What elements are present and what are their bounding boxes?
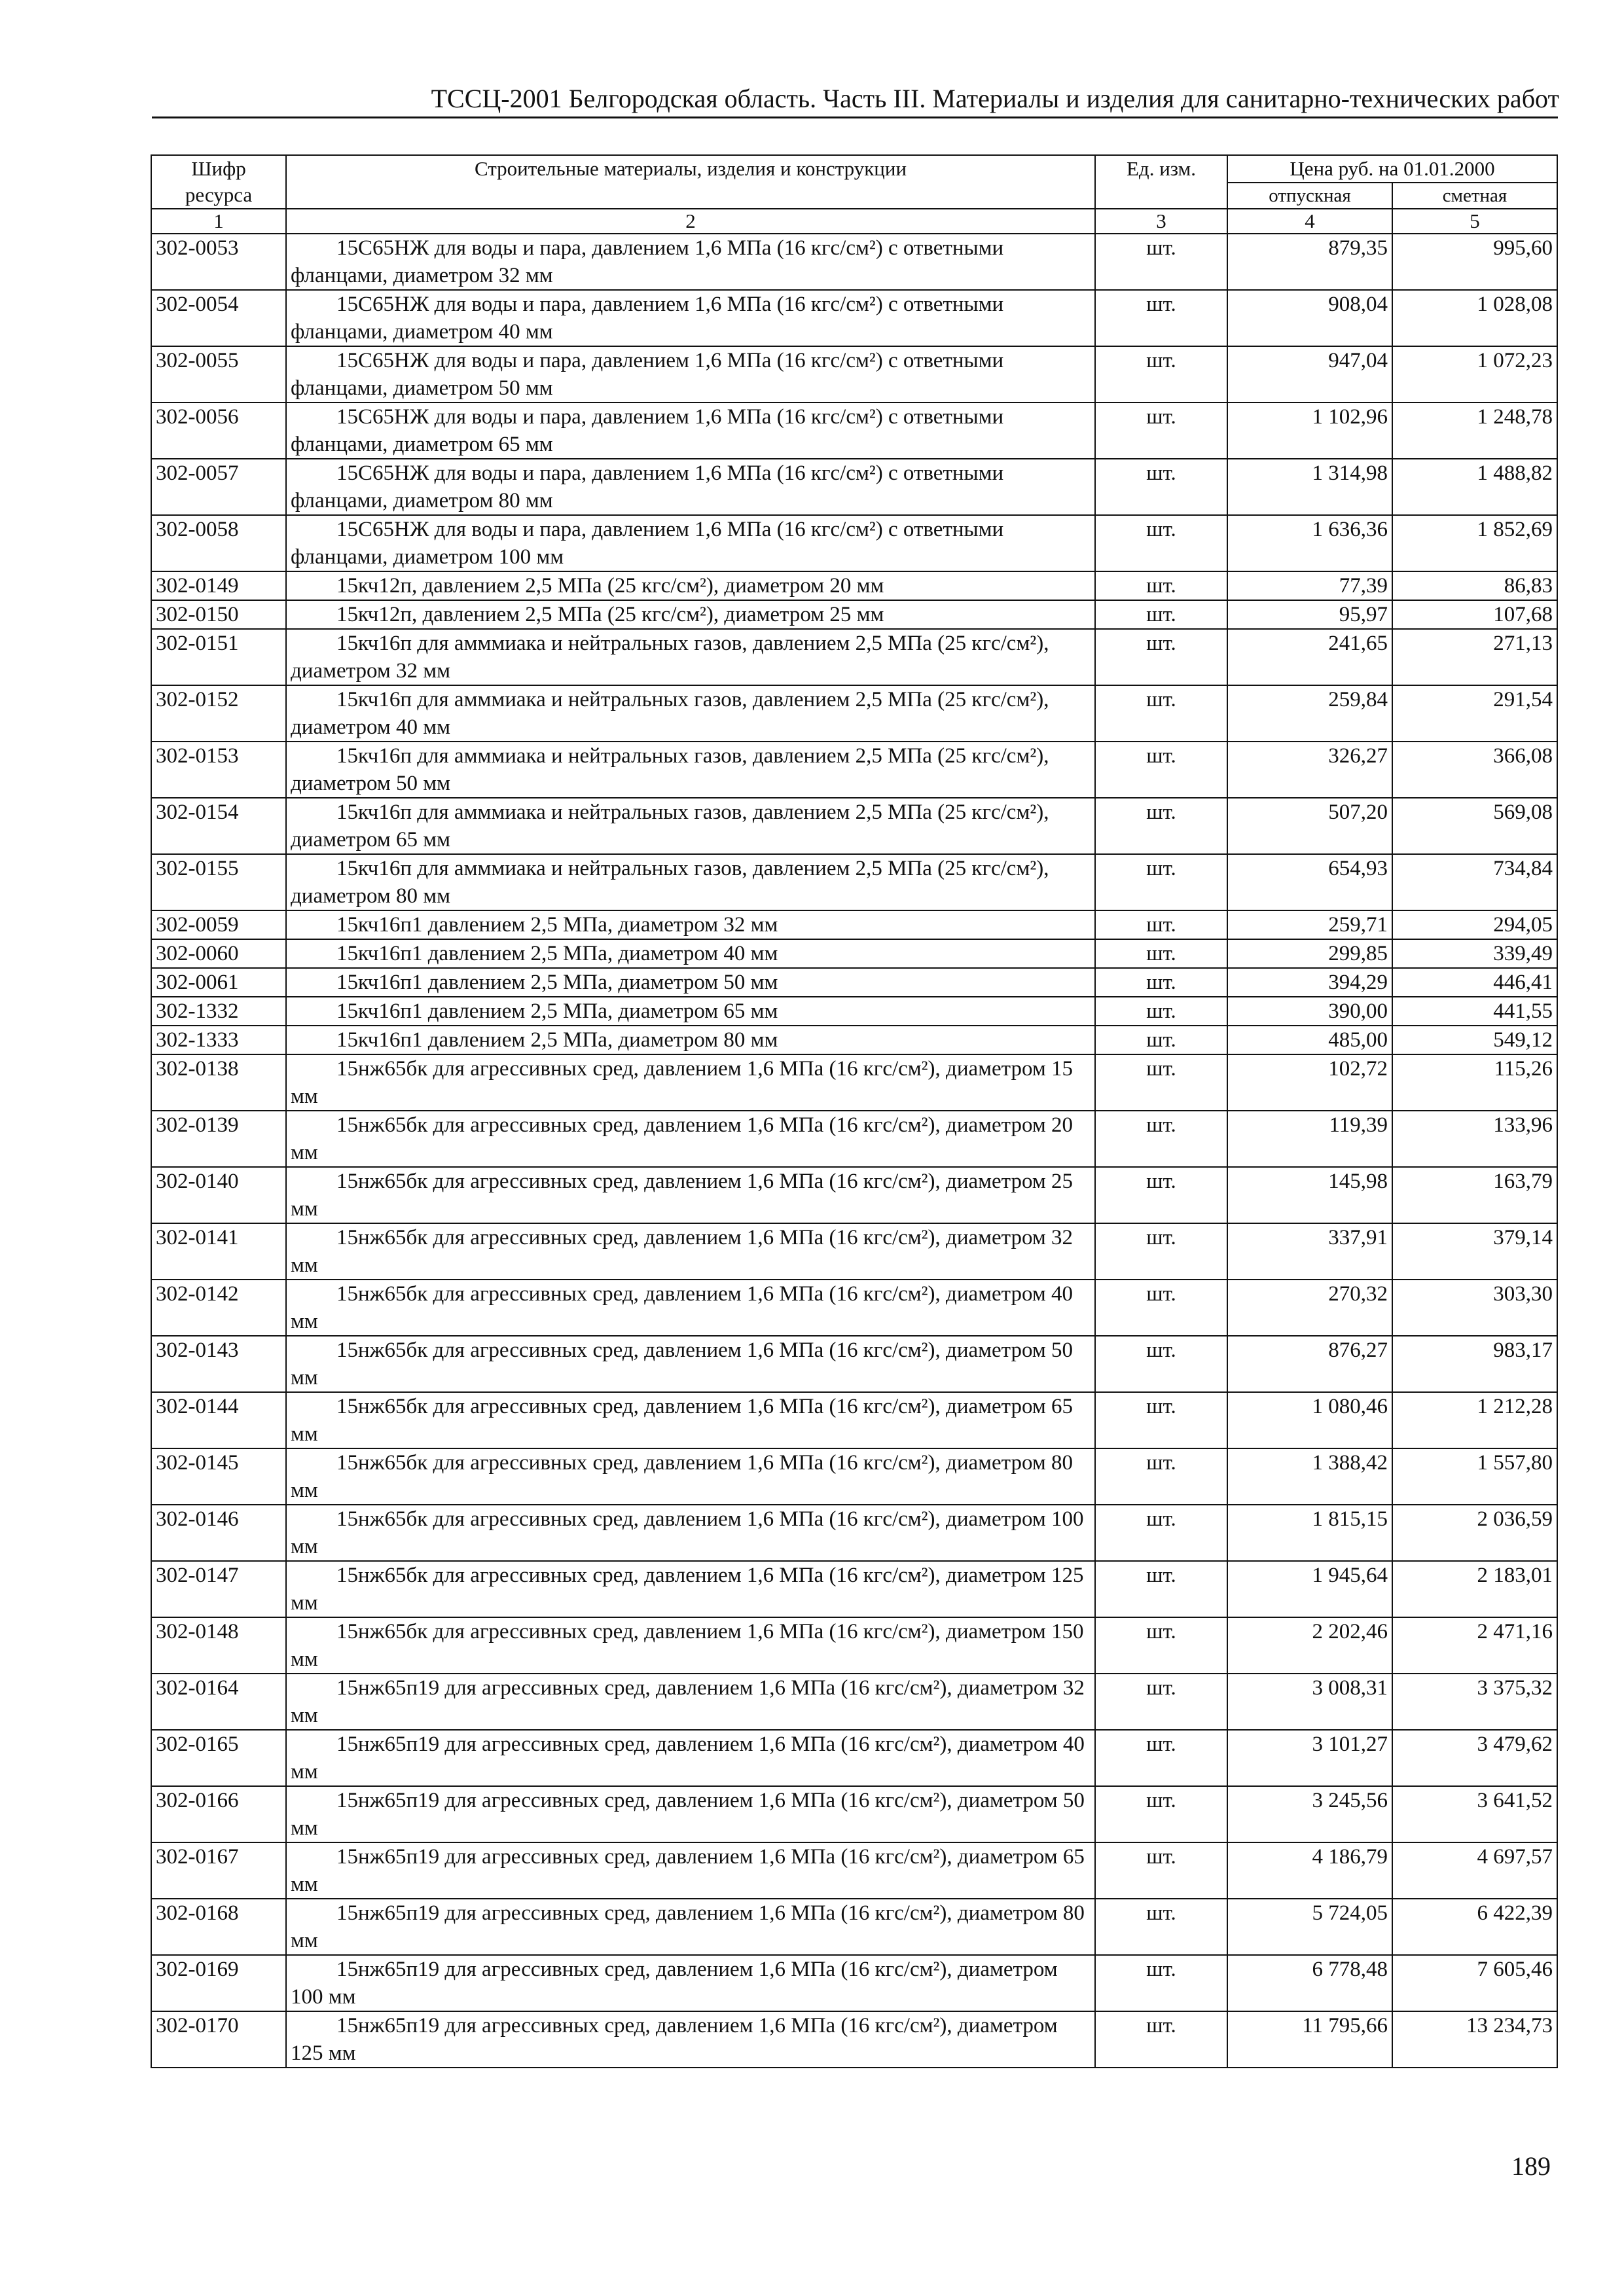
column-header-unit: Ед. изм. [1095,155,1227,209]
unit-cell: шт. [1095,1674,1227,1730]
release-price: 947,04 [1227,346,1392,403]
table-row [151,1336,1557,1392]
material-name-text: 15нж65бк для агрессивных сред, давлением 1,6 МПа (16 кгс/см²), диаметром 40 мм [291,1282,1073,1333]
unit-cell: шт. [1095,1054,1227,1111]
unit-cell: шт. [1095,234,1227,290]
resource-code: 302-0147 [151,1561,286,1617]
table-row [151,1111,1557,1167]
resource-code: 302-0058 [151,515,286,571]
material-name-text: 15нж65бк для агрессивных сред, давлением 1,6 МПа (16 кгс/см²), диаметром 150 мм [291,1620,1084,1671]
release-price: 1 815,15 [1227,1505,1392,1561]
material-name-text: 15нж65бк для агрессивных сред, давлением 1,6 МПа (16 кгс/см²), диаметром 125 мм [291,1564,1084,1615]
release-price: 1 636,36 [1227,515,1392,571]
table-row [151,1223,1557,1280]
estimate-price: 115,26 [1392,1054,1557,1111]
table-row [151,1448,1557,1505]
page-number: 189 [1511,2151,1551,2181]
resource-code: 302-0140 [151,1167,286,1223]
material-name [286,403,1095,459]
table-row [151,1617,1557,1674]
unit-cell: шт. [1095,1842,1227,1899]
release-price: 3 245,56 [1227,1786,1392,1842]
material-name-text: 15кч16п для амммиака и нейтральных газов, давлением 2,5 МПа (25 кгс/см²), диаметром 50 мм [291,744,1049,795]
material-name-text: 15нж65бк для агрессивных сред, давлением 1,6 МПа (16 кгс/см²), диаметром 15 мм [291,1057,1073,1108]
material-name-text: 15нж65бк для агрессивных сред, давлением 1,6 МПа (16 кгс/см²), диаметром 20 мм [291,1113,1073,1164]
material-name-text: 15С65НЖ для воды и пара, давлением 1,6 МПа (16 кгс/см²) с ответными фланцами, диаметром 40 мм [291,293,1004,344]
resource-code: 302-0057 [151,459,286,515]
page-header: ТССЦ-2001 Белгородская область. Часть III. Материалы и изделия для санитарно-технических работ [431,84,1559,113]
column-number: 4 [1227,209,1392,234]
column-header-name: Строительные материалы, изделия и конструкции [286,155,1095,209]
material-name [286,515,1095,571]
table-row [151,742,1557,798]
material-name [286,1280,1095,1336]
release-price: 77,39 [1227,571,1392,600]
table-row [151,515,1557,571]
release-price: 390,00 [1227,997,1392,1026]
material-name [286,854,1095,910]
estimate-price: 13 234,73 [1392,2011,1557,2068]
release-price: 5 724,05 [1227,1899,1392,1955]
table-row [151,1842,1557,1899]
release-price: 879,35 [1227,234,1392,290]
resource-code: 302-0149 [151,571,286,600]
table-row [151,1955,1557,2011]
unit-cell: шт. [1095,515,1227,571]
resource-code: 302-0141 [151,1223,286,1280]
estimate-price: 3 375,32 [1392,1674,1557,1730]
material-name [286,1617,1095,1674]
material-name-text: 15С65НЖ для воды и пара, давлением 1,6 МПа (16 кгс/см²) с ответными фланцами, диаметром 80 мм [291,461,1004,512]
resource-code: 302-0153 [151,742,286,798]
column-number: 2 [286,209,1095,234]
table-row [151,798,1557,854]
unit-cell: шт. [1095,1280,1227,1336]
material-name-text: 15кч12п, давлением 2,5 МПа (25 кгс/см²), диаметром 25 мм [336,603,884,626]
unit-cell: шт. [1095,742,1227,798]
material-name [286,1786,1095,1842]
estimate-price: 7 605,46 [1392,1955,1557,2011]
material-name [286,1054,1095,1111]
unit-cell: шт. [1095,1336,1227,1392]
unit-cell: шт. [1095,2011,1227,2068]
estimate-price: 569,08 [1392,798,1557,854]
release-price: 3 008,31 [1227,1674,1392,1730]
material-name [286,939,1095,968]
estimate-price: 6 422,39 [1392,1899,1557,1955]
material-name [286,346,1095,403]
release-price: 654,93 [1227,854,1392,910]
material-name-text: 15нж65бк для агрессивных сред, давлением 1,6 МПа (16 кгс/см²), диаметром 100 мм [291,1507,1084,1558]
resource-code: 302-0168 [151,1899,286,1955]
unit-cell: шт. [1095,1026,1227,1054]
resource-code: 302-0055 [151,346,286,403]
estimate-price: 441,55 [1392,997,1557,1026]
table-row [151,854,1557,910]
estimate-price: 2 036,59 [1392,1505,1557,1561]
estimate-price: 1 248,78 [1392,403,1557,459]
material-name-text: 15нж65п19 для агрессивных сред, давлением 1,6 МПа (16 кгс/см²), диаметром 125 мм [291,2014,1058,2065]
unit-cell: шт. [1095,798,1227,854]
material-name [286,1561,1095,1617]
resource-code: 302-0155 [151,854,286,910]
resource-code: 302-0142 [151,1280,286,1336]
release-price: 259,71 [1227,910,1392,939]
column-number: 1 [151,209,286,234]
material-name-text: 15кч16п1 давлением 2,5 МПа, диаметром 40 мм [336,942,778,965]
estimate-price: 163,79 [1392,1167,1557,1223]
material-name-text: 15С65НЖ для воды и пара, давлением 1,6 МПа (16 кгс/см²) с ответными фланцами, диаметром 65 мм [291,405,1004,456]
release-price: 394,29 [1227,968,1392,997]
resource-code: 302-0145 [151,1448,286,1505]
material-name-text: 15кч16п для амммиака и нейтральных газов, давлением 2,5 МПа (25 кгс/см²), диаметром 65 мм [291,800,1049,852]
table-row [151,1730,1557,1786]
resource-code: 302-0143 [151,1336,286,1392]
table-row [151,459,1557,515]
material-name [286,600,1095,629]
resource-code: 302-0151 [151,629,286,685]
release-price: 1 314,98 [1227,459,1392,515]
table-row [151,1561,1557,1617]
table-row [151,1054,1557,1111]
unit-cell: шт. [1095,910,1227,939]
estimate-price: 549,12 [1392,1026,1557,1054]
unit-cell: шт. [1095,685,1227,742]
resource-code: 302-0164 [151,1674,286,1730]
unit-cell: шт. [1095,1167,1227,1223]
release-price: 1 945,64 [1227,1561,1392,1617]
resource-code: 302-0060 [151,939,286,968]
material-name-text: 15нж65бк для агрессивных сред, давлением 1,6 МПа (16 кгс/см²), диаметром 32 мм [291,1226,1073,1277]
material-name [286,798,1095,854]
table-row [151,910,1557,939]
release-price: 119,39 [1227,1111,1392,1167]
estimate-price: 2 471,16 [1392,1617,1557,1674]
unit-cell: шт. [1095,968,1227,997]
estimate-price: 303,30 [1392,1280,1557,1336]
release-price: 299,85 [1227,939,1392,968]
table-row [151,1899,1557,1955]
estimate-price: 1 072,23 [1392,346,1557,403]
material-name-text: 15нж65п19 для агрессивных сред, давлением 1,6 МПа (16 кгс/см²), диаметром 32 мм [291,1676,1085,1727]
material-name [286,234,1095,290]
table-row [151,1674,1557,1730]
material-name [286,968,1095,997]
material-name [286,1505,1095,1561]
unit-cell: шт. [1095,459,1227,515]
column-header-code: Шифр ресурса [151,155,286,209]
estimate-price: 133,96 [1392,1111,1557,1167]
material-name [286,1336,1095,1392]
unit-cell: шт. [1095,1505,1227,1561]
release-price: 908,04 [1227,290,1392,346]
material-name [286,1674,1095,1730]
material-name [286,2011,1095,2068]
estimate-price: 271,13 [1392,629,1557,685]
estimate-price: 86,83 [1392,571,1557,600]
material-name-text: 15нж65бк для агрессивных сред, давлением 1,6 МПа (16 кгс/см²), диаметром 80 мм [291,1451,1073,1502]
material-name-text: 15кч16п для амммиака и нейтральных газов, давлением 2,5 МПа (25 кгс/см²), диаметром 32 мм [291,632,1049,683]
unit-cell: шт. [1095,1448,1227,1505]
material-name [286,1842,1095,1899]
unit-cell: шт. [1095,939,1227,968]
unit-cell: шт. [1095,629,1227,685]
material-name [286,459,1095,515]
material-name-text: 15С65НЖ для воды и пара, давлением 1,6 МПа (16 кгс/см²) с ответными фланцами, диаметром 32 мм [291,236,1004,287]
table-row [151,1505,1557,1561]
estimate-price: 3 641,52 [1392,1786,1557,1842]
estimate-price: 1 557,80 [1392,1448,1557,1505]
estimate-price: 1 488,82 [1392,459,1557,515]
estimate-price: 366,08 [1392,742,1557,798]
unit-cell: шт. [1095,403,1227,459]
resource-code: 302-0059 [151,910,286,939]
release-price: 270,32 [1227,1280,1392,1336]
material-name [286,742,1095,798]
material-name-text: 15нж65п19 для агрессивных сред, давлением 1,6 МПа (16 кгс/см²), диаметром 40 мм [291,1732,1085,1784]
unit-cell: шт. [1095,1617,1227,1674]
material-name [286,685,1095,742]
resource-code: 302-0170 [151,2011,286,2068]
material-name [286,1730,1095,1786]
release-price: 2 202,46 [1227,1617,1392,1674]
unit-cell: шт. [1095,1392,1227,1448]
material-name [286,1167,1095,1223]
unit-cell: шт. [1095,997,1227,1026]
table-row [151,346,1557,403]
resource-code: 302-1333 [151,1026,286,1054]
estimate-price: 446,41 [1392,968,1557,997]
unit-cell: шт. [1095,1111,1227,1167]
column-header-estimate: сметная [1392,183,1557,209]
estimate-price: 291,54 [1392,685,1557,742]
unit-cell: шт. [1095,1786,1227,1842]
table-row [151,1392,1557,1448]
release-price: 145,98 [1227,1167,1392,1223]
unit-cell: шт. [1095,346,1227,403]
resource-code: 302-0167 [151,1842,286,1899]
column-header-price: Цена руб. на 01.01.2000 [1227,155,1557,183]
material-name [286,1111,1095,1167]
table-row [151,939,1557,968]
material-name-text: 15кч16п1 давлением 2,5 МПа, диаметром 65 мм [336,999,778,1023]
material-name [286,629,1095,685]
release-price: 11 795,66 [1227,2011,1392,2068]
estimate-price: 1 212,28 [1392,1392,1557,1448]
resource-code: 302-0061 [151,968,286,997]
table-row [151,968,1557,997]
table-row [151,600,1557,629]
material-name [286,910,1095,939]
material-name-text: 15кч12п, давлением 2,5 МПа (25 кгс/см²), диаметром 20 мм [336,574,884,598]
unit-cell: шт. [1095,1730,1227,1786]
estimate-price: 983,17 [1392,1336,1557,1392]
material-name-text: 15кч16п для амммиака и нейтральных газов, давлением 2,5 МПа (25 кгс/см²), диаметром 40 мм [291,688,1049,739]
column-number: 3 [1095,209,1227,234]
header-divider [152,117,1558,118]
column-header-release: отпускная [1227,183,1392,209]
resource-code: 302-0169 [151,1955,286,2011]
table-row [151,685,1557,742]
resource-code: 302-0166 [151,1786,286,1842]
table-row [151,1280,1557,1336]
material-name [286,1899,1095,1955]
estimate-price: 107,68 [1392,600,1557,629]
table-row [151,571,1557,600]
release-price: 241,65 [1227,629,1392,685]
material-name-text: 15нж65п19 для агрессивных сред, давлением 1,6 МПа (16 кгс/см²), диаметром 50 мм [291,1789,1085,1840]
estimate-price: 3 479,62 [1392,1730,1557,1786]
unit-cell: шт. [1095,1561,1227,1617]
unit-cell: шт. [1095,854,1227,910]
resource-code: 302-0152 [151,685,286,742]
release-price: 485,00 [1227,1026,1392,1054]
table-row [151,1786,1557,1842]
material-name [286,1448,1095,1505]
material-name-text: 15кч16п1 давлением 2,5 МПа, диаметром 32 мм [336,913,778,937]
release-price: 326,27 [1227,742,1392,798]
release-price: 95,97 [1227,600,1392,629]
table-row [151,997,1557,1026]
material-name-text: 15нж65п19 для агрессивных сред, давлением 1,6 МПа (16 кгс/см²), диаметром 100 мм [291,1958,1058,2009]
material-name-text: 15С65НЖ для воды и пара, давлением 1,6 МПа (16 кгс/см²) с ответными фланцами, диаметром 50 мм [291,349,1004,400]
resource-code: 302-0165 [151,1730,286,1786]
resource-code: 302-0150 [151,600,286,629]
material-name [286,1223,1095,1280]
resource-code: 302-0056 [151,403,286,459]
material-name [286,290,1095,346]
release-price: 1 388,42 [1227,1448,1392,1505]
release-price: 1 102,96 [1227,403,1392,459]
estimate-price: 4 697,57 [1392,1842,1557,1899]
resource-code: 302-0054 [151,290,286,346]
release-price: 3 101,27 [1227,1730,1392,1786]
resource-code: 302-0148 [151,1617,286,1674]
material-name-text: 15нж65бк для агрессивных сред, давлением 1,6 МПа (16 кгс/см²), диаметром 50 мм [291,1338,1073,1390]
release-price: 6 778,48 [1227,1955,1392,2011]
material-name-text: 15С65НЖ для воды и пара, давлением 1,6 МПа (16 кгс/см²) с ответными фланцами, диаметром 100 мм [291,518,1004,569]
resource-code: 302-1332 [151,997,286,1026]
material-name [286,1026,1095,1054]
unit-cell: шт. [1095,290,1227,346]
price-table [151,154,1558,2068]
unit-cell: шт. [1095,1955,1227,2011]
table-row [151,234,1557,290]
material-name [286,997,1095,1026]
material-name-text: 15нж65п19 для агрессивных сред, давлением 1,6 МПа (16 кгс/см²), диаметром 65 мм [291,1845,1085,1896]
material-name-text: 15нж65бк для агрессивных сред, давлением 1,6 МПа (16 кгс/см²), диаметром 65 мм [291,1395,1073,1446]
release-price: 259,84 [1227,685,1392,742]
release-price: 876,27 [1227,1336,1392,1392]
material-name-text: 15нж65бк для агрессивных сред, давлением 1,6 МПа (16 кгс/см²), диаметром 25 мм [291,1170,1073,1221]
unit-cell: шт. [1095,1223,1227,1280]
resource-code: 302-0053 [151,234,286,290]
table-row [151,629,1557,685]
resource-code: 302-0154 [151,798,286,854]
material-name [286,571,1095,600]
estimate-price: 2 183,01 [1392,1561,1557,1617]
release-price: 4 186,79 [1227,1842,1392,1899]
estimate-price: 294,05 [1392,910,1557,939]
unit-cell: шт. [1095,600,1227,629]
estimate-price: 1 852,69 [1392,515,1557,571]
release-price: 507,20 [1227,798,1392,854]
table-row [151,1026,1557,1054]
release-price: 337,91 [1227,1223,1392,1280]
material-name-text: 15кч16п для амммиака и нейтральных газов, давлением 2,5 МПа (25 кгс/см²), диаметром 80 мм [291,857,1049,908]
material-name-text: 15нж65п19 для агрессивных сред, давлением 1,6 МПа (16 кгс/см²), диаметром 80 мм [291,1901,1085,1952]
table-row [151,403,1557,459]
release-price: 1 080,46 [1227,1392,1392,1448]
unit-cell: шт. [1095,1899,1227,1955]
material-name-text: 15кч16п1 давлением 2,5 МПа, диаметром 50 мм [336,971,778,994]
material-name [286,1392,1095,1448]
table-row [151,290,1557,346]
column-number: 5 [1392,209,1557,234]
unit-cell: шт. [1095,571,1227,600]
resource-code: 302-0139 [151,1111,286,1167]
material-name [286,1955,1095,2011]
resource-code: 302-0146 [151,1505,286,1561]
table-row [151,2011,1557,2068]
release-price: 102,72 [1227,1054,1392,1111]
resource-code: 302-0144 [151,1392,286,1448]
material-name-text: 15кч16п1 давлением 2,5 МПа, диаметром 80 мм [336,1028,778,1052]
estimate-price: 995,60 [1392,234,1557,290]
estimate-price: 1 028,08 [1392,290,1557,346]
table-row [151,1167,1557,1223]
estimate-price: 339,49 [1392,939,1557,968]
resource-code: 302-0138 [151,1054,286,1111]
estimate-price: 379,14 [1392,1223,1557,1280]
estimate-price: 734,84 [1392,854,1557,910]
